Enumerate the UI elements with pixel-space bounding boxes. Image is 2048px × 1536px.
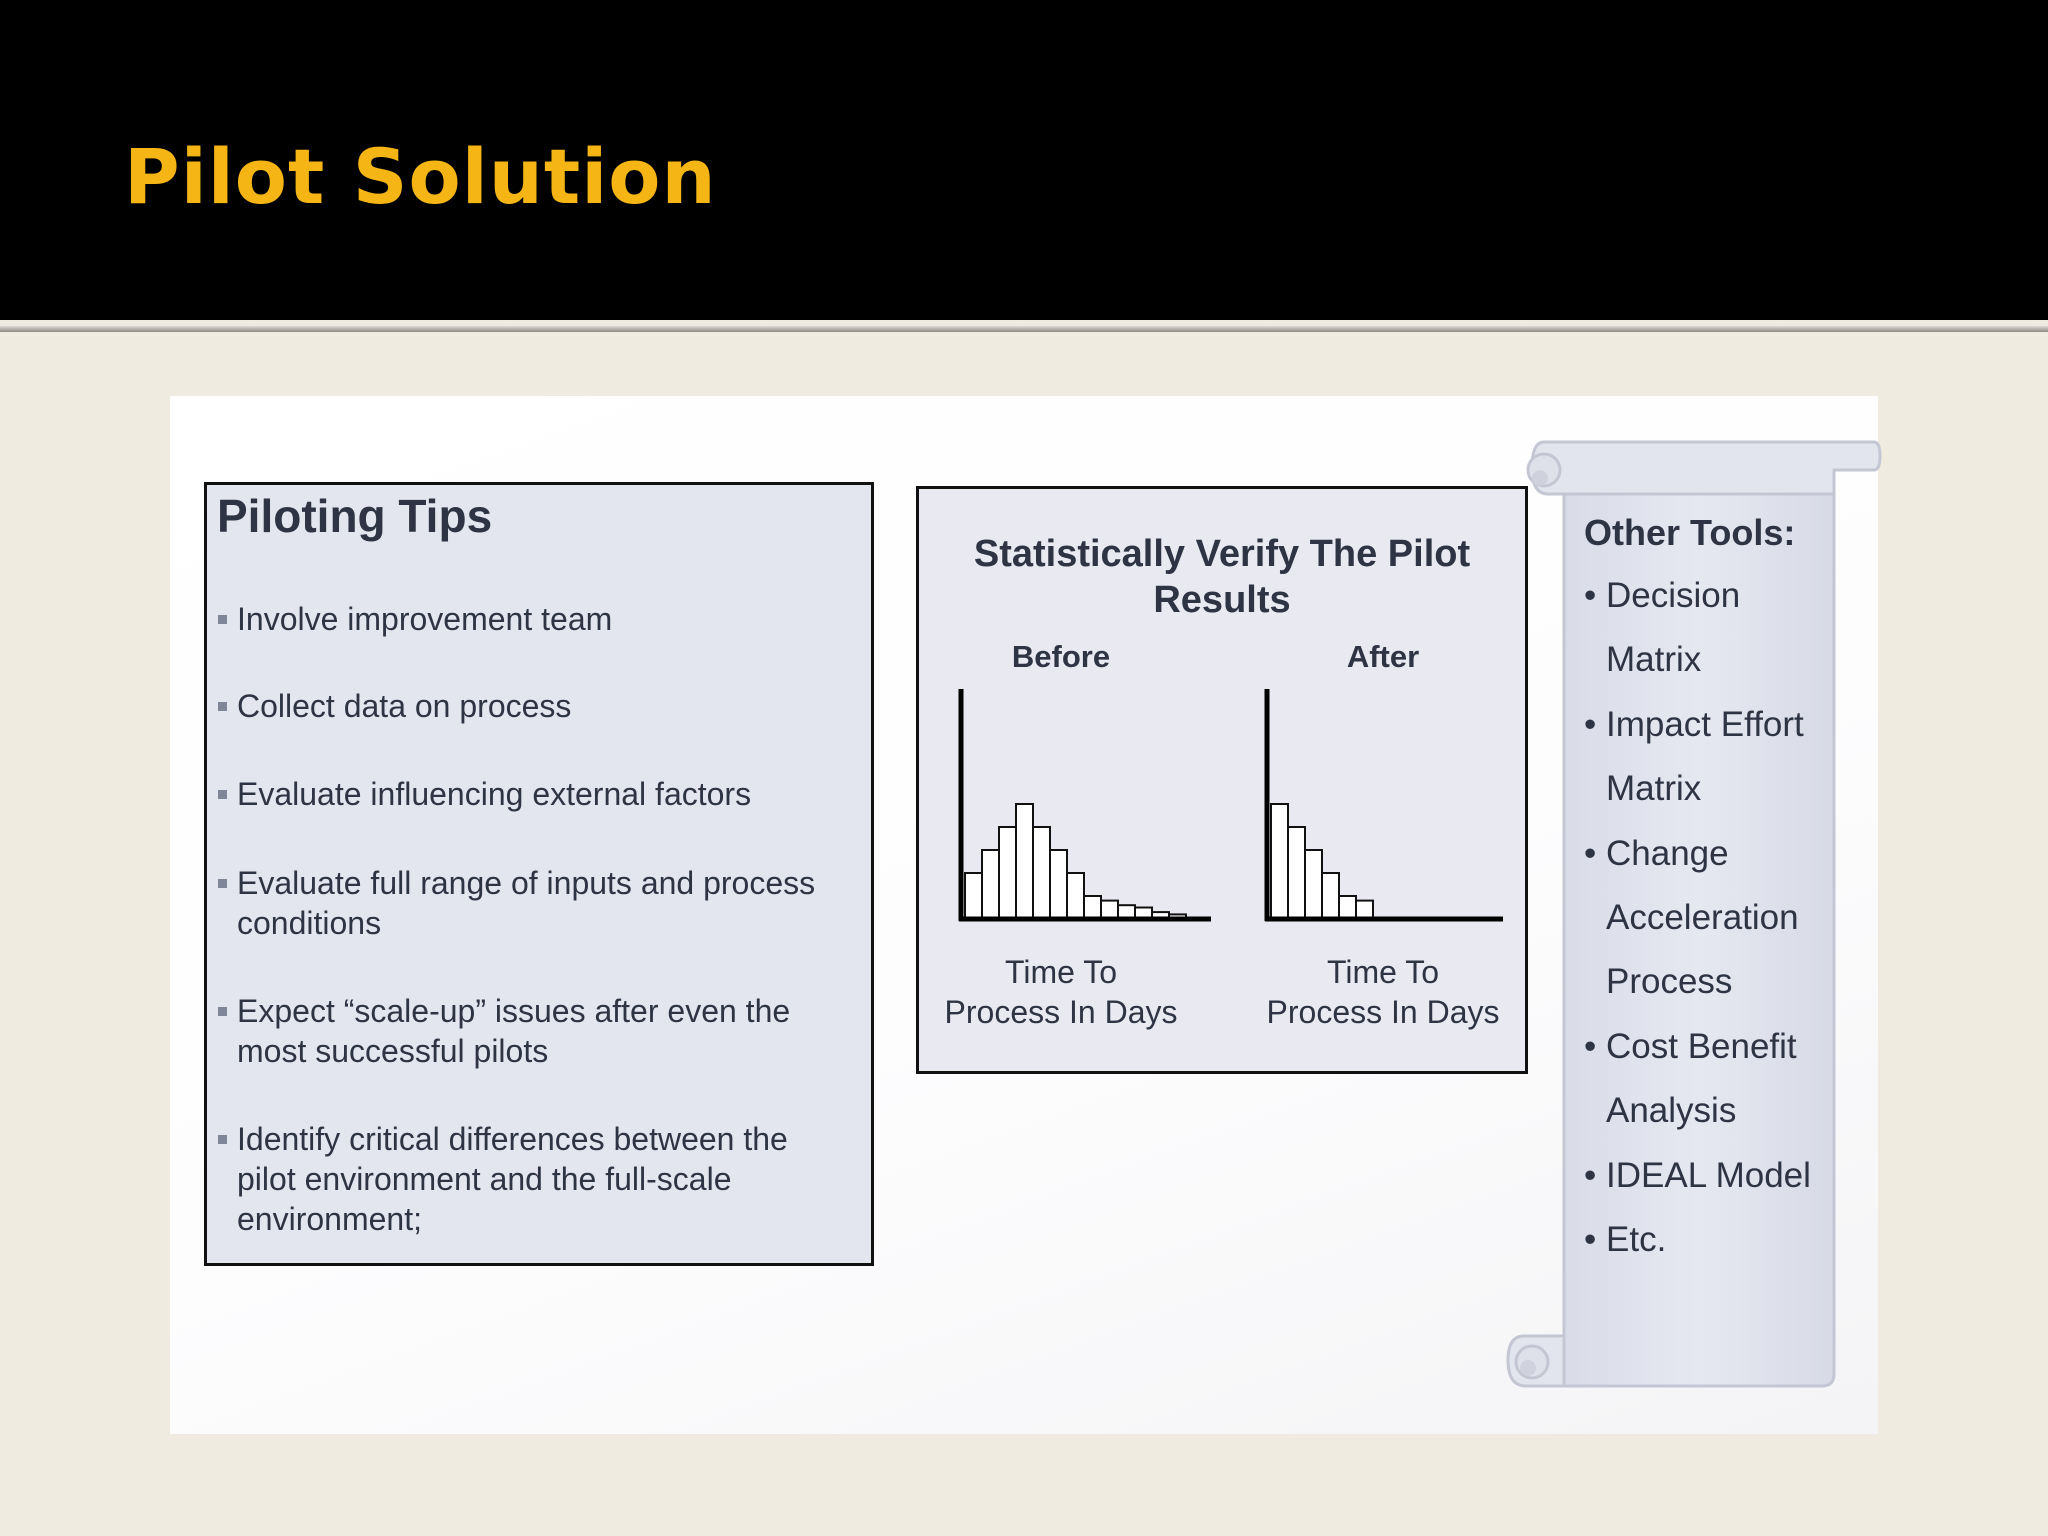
after-histogram-bar (1288, 827, 1305, 919)
tool-item (1606, 1015, 1846, 1143)
before-histogram-bar (965, 873, 982, 919)
tool-item (1606, 1208, 1846, 1272)
after-histogram-bar (1339, 896, 1356, 919)
pilot-results-title: Statistically Verify The Pilot Results (973, 533, 1471, 621)
after-histogram-bar (1356, 901, 1373, 919)
before-chart-title: Before (1011, 639, 1111, 674)
tool-item-line: • Cost Benefit (1606, 1027, 1797, 1066)
after-histogram-bar (1271, 804, 1288, 919)
piloting-tips-heading: Piloting Tips (217, 490, 493, 542)
tool-item-line: Process (1606, 962, 1733, 1001)
after-x-label: Time To (1326, 954, 1440, 990)
after-x-label: Process In Days (1266, 994, 1500, 1030)
tip-item: Evaluate influencing external factors (237, 774, 837, 814)
after-chart-title: After (1346, 639, 1420, 674)
tip-item: Involve improvement team (237, 599, 837, 639)
header-divider (0, 326, 2048, 332)
before-x-label: Process In Days (944, 994, 1178, 1030)
other-tools-heading: Other Tools: (1584, 512, 1796, 553)
before-histogram-bar (1101, 901, 1118, 919)
before-histogram-bar (999, 827, 1016, 919)
tool-item-line: • Decision (1606, 576, 1741, 615)
tool-item-line: Matrix (1606, 769, 1702, 808)
tool-item (1606, 1144, 1846, 1208)
tool-item (1606, 693, 1846, 821)
tip-item: Collect data on process (237, 686, 837, 726)
tip-item: Evaluate full range of inputs and process conditions (237, 863, 837, 943)
tip-item: Expect “scale-up” issues after even the most successful pilots (237, 991, 837, 1071)
slide-title: Pilot Solution (124, 132, 717, 221)
tool-item-line: • Etc. (1606, 1220, 1667, 1259)
tool-item-line: • Change (1606, 834, 1729, 873)
pilot-results-panel (916, 486, 1528, 1074)
before-histogram-bar (1033, 827, 1050, 919)
tool-item (1606, 564, 1846, 692)
tool-item-line: • Impact Effort (1606, 705, 1804, 744)
tip-item: Identify critical differences between the pilot environment and the full-scale environment; (237, 1119, 837, 1239)
piloting-tips-panel (204, 482, 874, 1266)
before-histogram-bar (1016, 804, 1033, 919)
tool-item-line: • IDEAL Model (1606, 1156, 1811, 1195)
before-histogram-bar (1050, 850, 1067, 919)
tool-item-line: Matrix (1606, 640, 1702, 679)
before-histogram-bar (1084, 896, 1101, 919)
after-histogram-bar (1322, 873, 1339, 919)
before-histogram-bar (982, 850, 999, 919)
after-histogram-bar (1305, 850, 1322, 919)
tool-item-line: Acceleration (1606, 898, 1799, 937)
before-histogram-bar (1067, 873, 1084, 919)
histogram-charts (919, 489, 1525, 1071)
before-x-label: Time To (1004, 954, 1118, 990)
tool-item-line: Analysis (1606, 1091, 1737, 1130)
tool-item (1606, 822, 1846, 1014)
